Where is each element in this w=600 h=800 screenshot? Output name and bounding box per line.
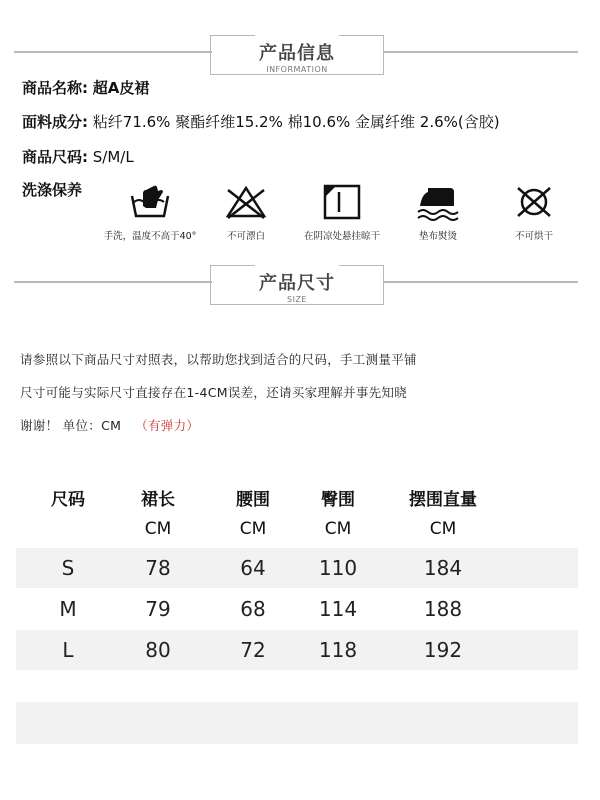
care-caption-hand-wash: 手洗，温度不高于40° — [103, 231, 197, 242]
table-cell-size: S — [61, 556, 75, 580]
description-line-2: 尺寸可能与实际尺寸直接存在1-4CM误差，还请买家理解并事先知晓 — [20, 385, 408, 400]
table-header-waist: 腰围 — [236, 490, 270, 510]
elastic-note: （有弹力） — [135, 418, 200, 433]
table-cell-waist: 64 — [240, 556, 266, 580]
material-line — [22, 111, 500, 132]
care-label: 洗涤保养 — [22, 181, 83, 199]
table-cell-length: 78 — [145, 556, 171, 580]
table-cell-hem: 192 — [423, 638, 463, 662]
shade-hang-dry-icon — [320, 182, 364, 222]
table-row — [16, 548, 578, 588]
table-row — [16, 589, 578, 629]
care-caption-shade-hang-dry: 在阴凉处悬挂晾干 — [303, 231, 380, 242]
table-unit-waist: CM — [239, 519, 267, 539]
size-value: S/M/L — [92, 148, 134, 166]
care-item-iron-with-cloth — [388, 182, 488, 242]
table-cell-size: L — [62, 638, 74, 662]
header-divider-left — [14, 281, 212, 283]
care-item-no-bleach — [196, 182, 296, 242]
table-unit-length: CM — [144, 519, 172, 539]
table-cell-size: M — [59, 597, 77, 621]
table-cell-hip: 118 — [318, 638, 358, 662]
table-unit-hem: CM — [429, 519, 457, 539]
info-section-title: 产品信息 — [259, 43, 335, 64]
table-header-hem: 摆围直量 — [409, 490, 477, 510]
table-cell-hem: 184 — [423, 556, 463, 580]
hand-wash-icon — [128, 182, 172, 222]
care-caption-iron-with-cloth: 垫布熨烫 — [418, 231, 457, 242]
no-bleach-icon — [224, 182, 268, 222]
info-section-subtitle: INFORMATION — [266, 65, 328, 74]
table-footer-band — [16, 702, 578, 744]
table-cell-length: 79 — [145, 597, 171, 621]
size-table-header — [0, 485, 600, 545]
table-cell-length: 80 — [145, 638, 171, 662]
table-cell-waist: 72 — [240, 638, 266, 662]
size-line — [22, 146, 134, 167]
description-line-1: 请参照以下商品尺寸对照表，以帮助您找到适合的尺码，手工测量平铺 — [20, 352, 417, 367]
table-row — [16, 630, 578, 670]
table-cell-waist: 68 — [240, 597, 266, 621]
care-caption-no-tumble-dry: 不可烘干 — [514, 231, 553, 242]
table-cell-hem: 188 — [423, 597, 463, 621]
size-section-title: 产品尺寸 — [259, 273, 335, 294]
description-unit-text: 谢谢！ 单位：CM — [20, 418, 122, 433]
table-unit-hip: CM — [324, 519, 352, 539]
table-cell-hip: 110 — [318, 556, 358, 580]
header-divider-left — [14, 51, 212, 53]
size-section-header — [0, 265, 600, 315]
table-header-length: 裙长 — [141, 490, 175, 510]
description-line-3 — [20, 416, 199, 434]
care-item-hand-wash — [100, 182, 200, 242]
product-name-value: 超A皮裙 — [92, 79, 150, 97]
material-value: 粘纤71.6% 聚酯纤维15.2% 棉10.6% 金属纤维 2.6%(含胶) — [92, 113, 500, 131]
header-divider-right — [384, 281, 578, 283]
care-line — [22, 179, 82, 200]
care-item-shade-hang-dry — [292, 182, 392, 242]
header-divider-right — [384, 51, 578, 53]
table-cell-hip: 114 — [318, 597, 358, 621]
material-label: 面料成分: — [22, 113, 88, 131]
no-tumble-dry-icon — [512, 182, 556, 222]
product-name-line — [22, 77, 149, 98]
care-caption-no-bleach: 不可漂白 — [226, 231, 265, 242]
care-icons-row — [100, 182, 580, 252]
iron-with-cloth-icon — [414, 182, 462, 222]
care-item-no-tumble-dry — [484, 182, 584, 242]
size-label: 商品尺码: — [22, 148, 88, 166]
table-header-hip: 臀围 — [321, 490, 355, 510]
table-header-size: 尺码 — [51, 490, 85, 510]
size-section-subtitle: SIZE — [287, 295, 307, 304]
product-name-label: 商品名称: — [22, 79, 88, 97]
